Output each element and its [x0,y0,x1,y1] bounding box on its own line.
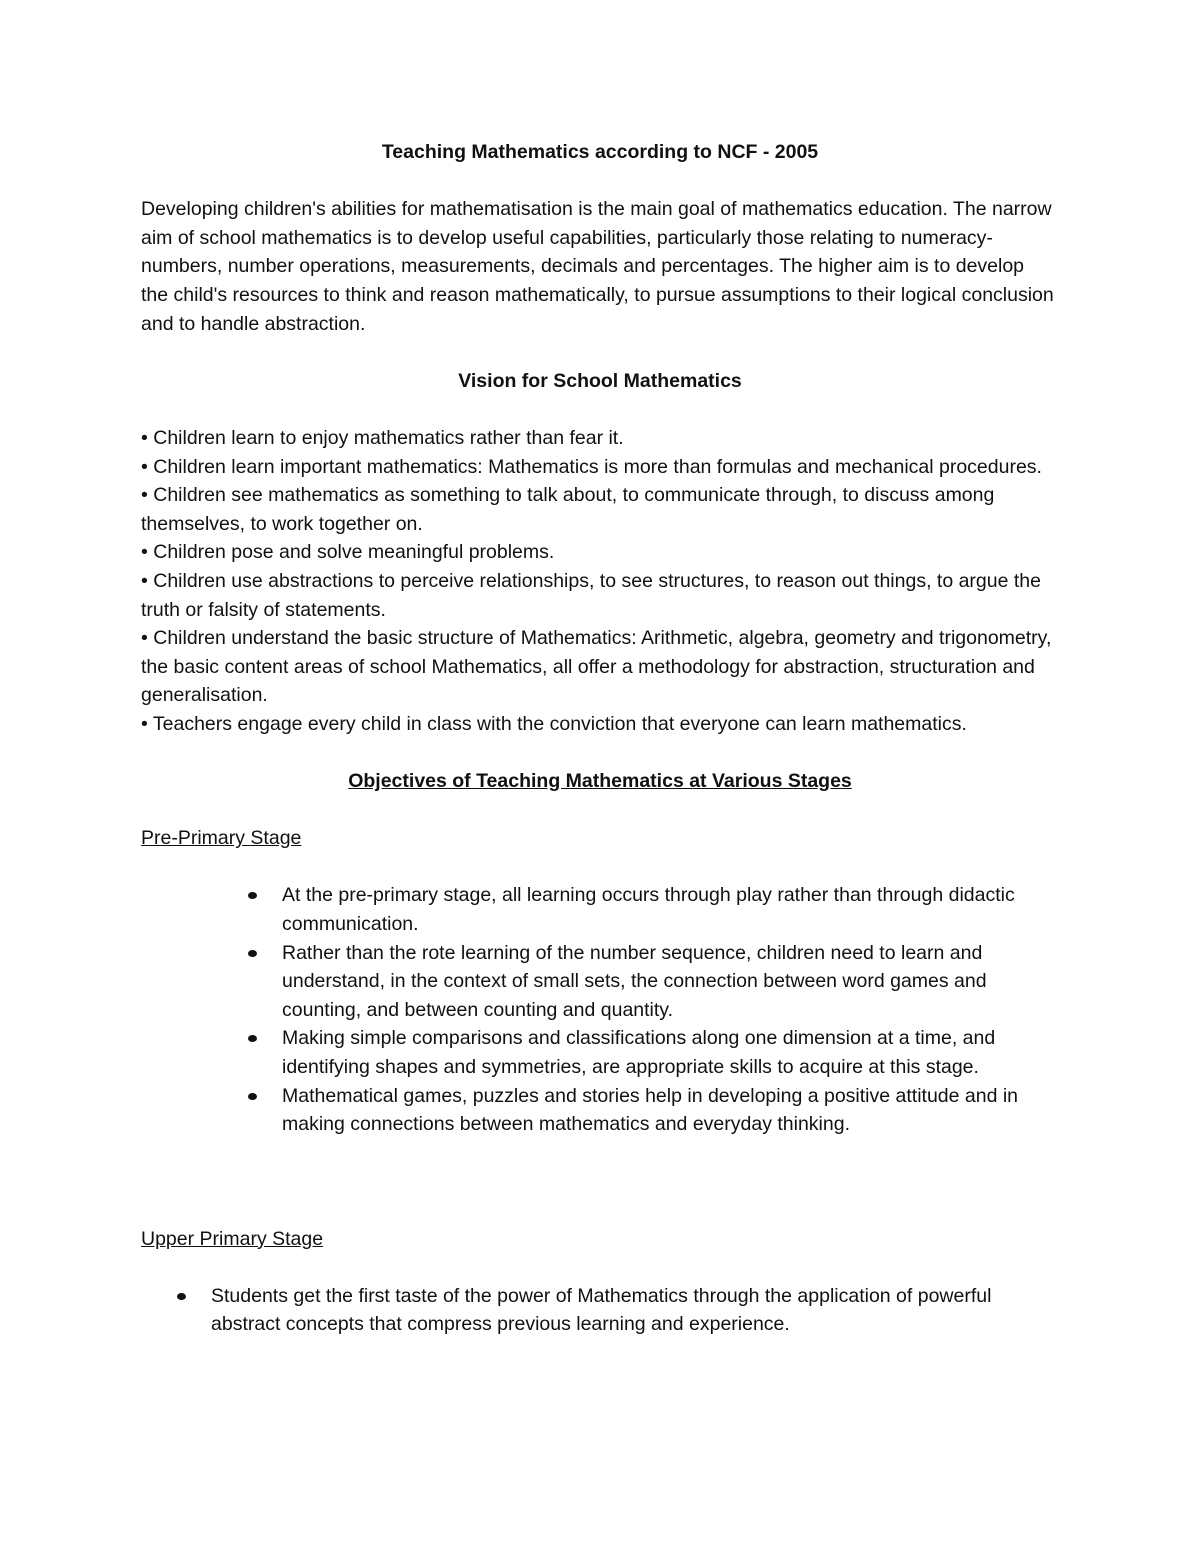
list-item-text: Making simple comparisons and classifications along one dimension at a time, and identifying shapes and symmetries, are appropriate skills to acquire at this stage. [282,1027,996,1078]
list-item-text: Rather than the rote learning of the number sequence, children need to learn and understand, in the context of small sets, the connection between word games and counting, and between counting and quantity. [282,941,987,1021]
list-item-text: At the pre-primary stage, all learning occurs through play rather than through didactic communication. [282,884,1015,936]
list-item [141,881,1061,938]
list-item [141,1024,1061,1081]
spacer [141,1196,1061,1225]
pre-primary-list [141,881,1061,1138]
vision-item: • Children use abstractions to perceive relationships, to see structures, to reason out things, to argue the truth or falsity of statements. [141,569,1041,621]
objectives-heading: Objectives of Teaching Mathematics at Various Stages [348,770,852,793]
vision-list [141,424,1061,739]
vision-heading: Vision for School Mathematics [458,369,742,392]
upper-primary-heading: Upper Primary Stage [141,1227,324,1250]
spacer [141,395,1061,424]
list-item [141,1082,1061,1139]
bullet-icon [248,1035,257,1042]
intro-paragraph: Developing children's abilities for mathematisation is the main goal of mathematics education. The narrow aim of school mathematics is to develop useful capabilities, particularly those relating to numeracy-numbers, number operations, measurements, decimals and percentages. The higher aim is to develop the child's resources to think and reason mathematically, to pursue assumptions to their logical conclusion and to handle abstraction. [141,198,1054,335]
document-title: Teaching Mathematics according to NCF - 2005 [381,141,819,163]
vision-item: • Children see mathematics as something to talk about, to communicate through, to discuss among themselves, to work together on. [141,484,995,535]
vision-item: • Teachers engage every child in class with the conviction that everyone can learn mathematics. [141,712,967,735]
bullet-icon [248,892,257,899]
vision-item: • Children pose and solve meaningful problems. [141,541,555,564]
vision-item: • Children understand the basic structure of Mathematics: Arithmetic, algebra, geometry and trigonometry, the basic content areas of school Mathematics, all offer a methodology for abstraction, structuration and generalisation. [141,627,1052,707]
bullet-icon [177,1293,186,1300]
vision-item: • Children learn important mathematics: Mathematics is more than formulas and mechanical procedures. [141,455,1042,478]
list-item [141,939,1061,1025]
spacer [141,1253,1061,1282]
list-item-text: Mathematical games, puzzles and stories help in developing a positive attitude and in making connections between mathematics and everyday thinking. [282,1084,1019,1136]
list-item [141,1282,1011,1339]
upper-primary-list [141,1282,1011,1339]
vision-item: • Children learn to enjoy mathematics rather than fear it. [141,426,624,449]
spacer [141,1167,1061,1196]
pre-primary-heading: Pre-Primary Stage [141,827,302,850]
spacer [141,796,1061,825]
spacer [141,338,1061,367]
spacer [141,853,1061,882]
list-item-text: Students get the first taste of the power of Mathematics through the application of powerful abstract concepts that compress previous learning and experience. [211,1284,992,1336]
bullet-icon [248,1093,257,1100]
spacer [141,1139,1061,1168]
spacer [141,167,1061,196]
document-page [141,138,1061,1339]
spacer [141,738,1061,767]
bullet-icon [248,950,257,957]
